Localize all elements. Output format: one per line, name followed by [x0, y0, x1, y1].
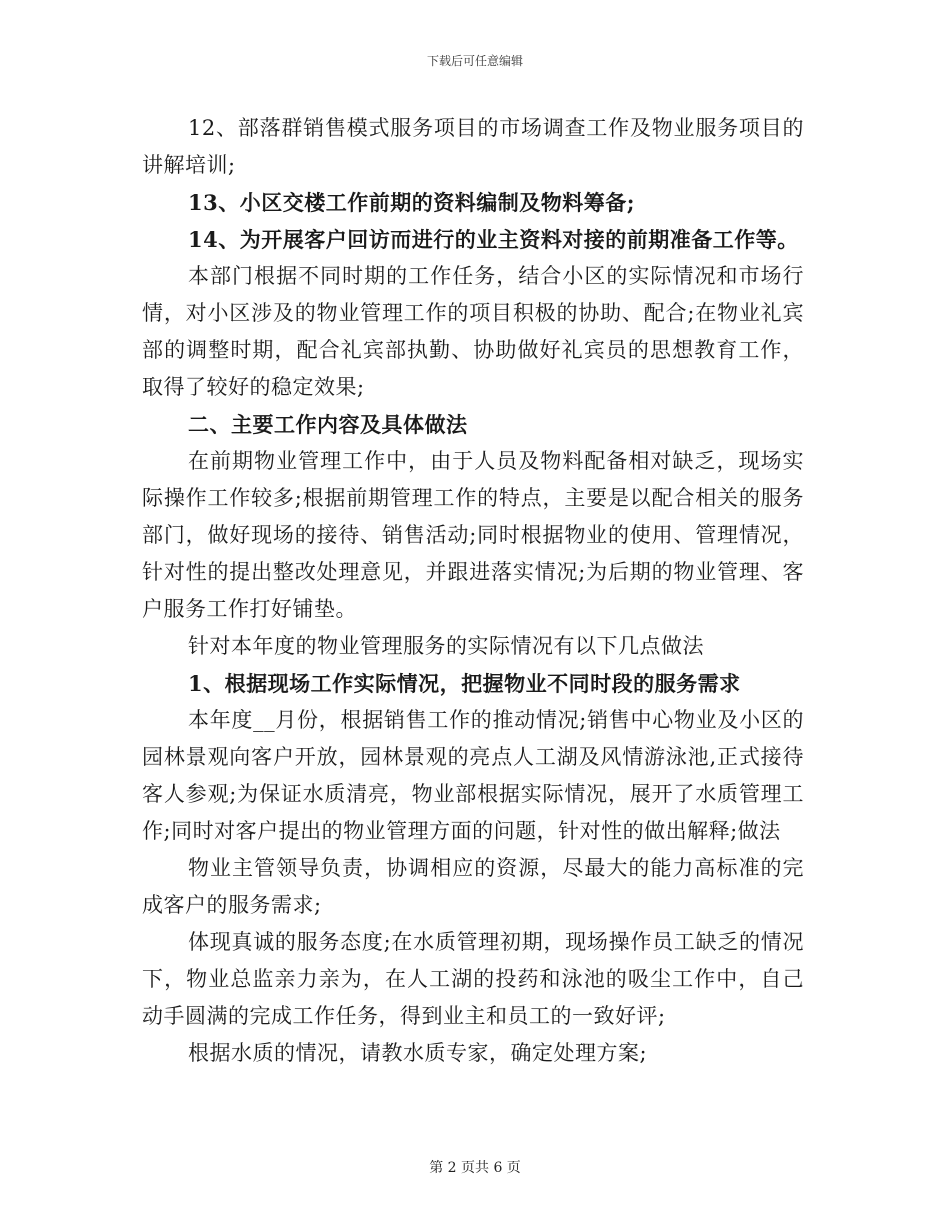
document-body — [142, 110, 804, 1072]
paragraph-early-management: 在前期物业管理工作中，由于人员及物料配备相对缺乏，现场实际操作工作较多;根据前期管理工作的特点，主要是以配合相关的服务部门，做好现场的接待、销售活动;同时根据物业的使用、管理情况，针对性的提出整改处理意见，并跟进落实情况;为后期的物业管理、客户服务工作打好铺垫。 — [142, 449, 804, 621]
paragraph-supervisor: 物业主管领导负责，协调相应的资源，尽最大的能力高标准的完成客户的服务需求; — [142, 856, 804, 917]
page-footer: 第 2 页共 6 页 — [429, 1160, 521, 1176]
paragraph-water-quality: 本年度__月份，根据销售工作的推动情况;销售中心物业及小区的园林景观向客户开放，园林景观的亮点人工湖及风情游泳池,正式接待客人参观;为保证水质清亮，物业部根据实际情况，展开了水质管理工作;同时对客户提出的物业管理方面的问题，针对性的做出解释;做法 — [142, 708, 804, 843]
paragraph-expert: 根据水质的情况，请教水质专家，确定处理方案; — [188, 1041, 648, 1065]
paragraph-item-14: 14、为开展客户回访而进行的业主资料对接的前期准备工作等。 — [188, 227, 799, 252]
paragraph-methods-intro: 针对本年度的物业管理服务的实际情况有以下几点做法 — [188, 634, 704, 658]
paragraph-item-12: 12、部落群销售模式服务项目的市场调查工作及物业服务项目的讲解培训; — [142, 116, 804, 177]
paragraph-service-attitude: 体现真诚的服务态度;在水质管理初期，现场操作员工缺乏的情况下，物业总监亲力亲为，在人工湖的投药和泳池的吸尘工作中，自己动手圆满的完成工作任务，得到业主和员工的一致好评; — [142, 930, 804, 1028]
paragraph-item-13: 13、小区交楼工作前期的资料编制及物料筹备; — [188, 190, 635, 215]
section-heading-2: 二、主要工作内容及具体做法 — [188, 412, 468, 437]
subheading-1: 1、根据现场工作实际情况，把握物业不同时段的服务需求 — [188, 671, 741, 696]
page-header: 下载后可任意编辑 — [426, 54, 523, 68]
paragraph-department-summary: 本部门根据不同时期的工作任务，结合小区的实际情况和市场行情，对小区涉及的物业管理工作的项目积极的协助、配合;在物业礼宾部的调整时期，配合礼宾部执勤、协助做好礼宾员的思想教育工作，取得了较好的稳定效果; — [142, 264, 804, 399]
